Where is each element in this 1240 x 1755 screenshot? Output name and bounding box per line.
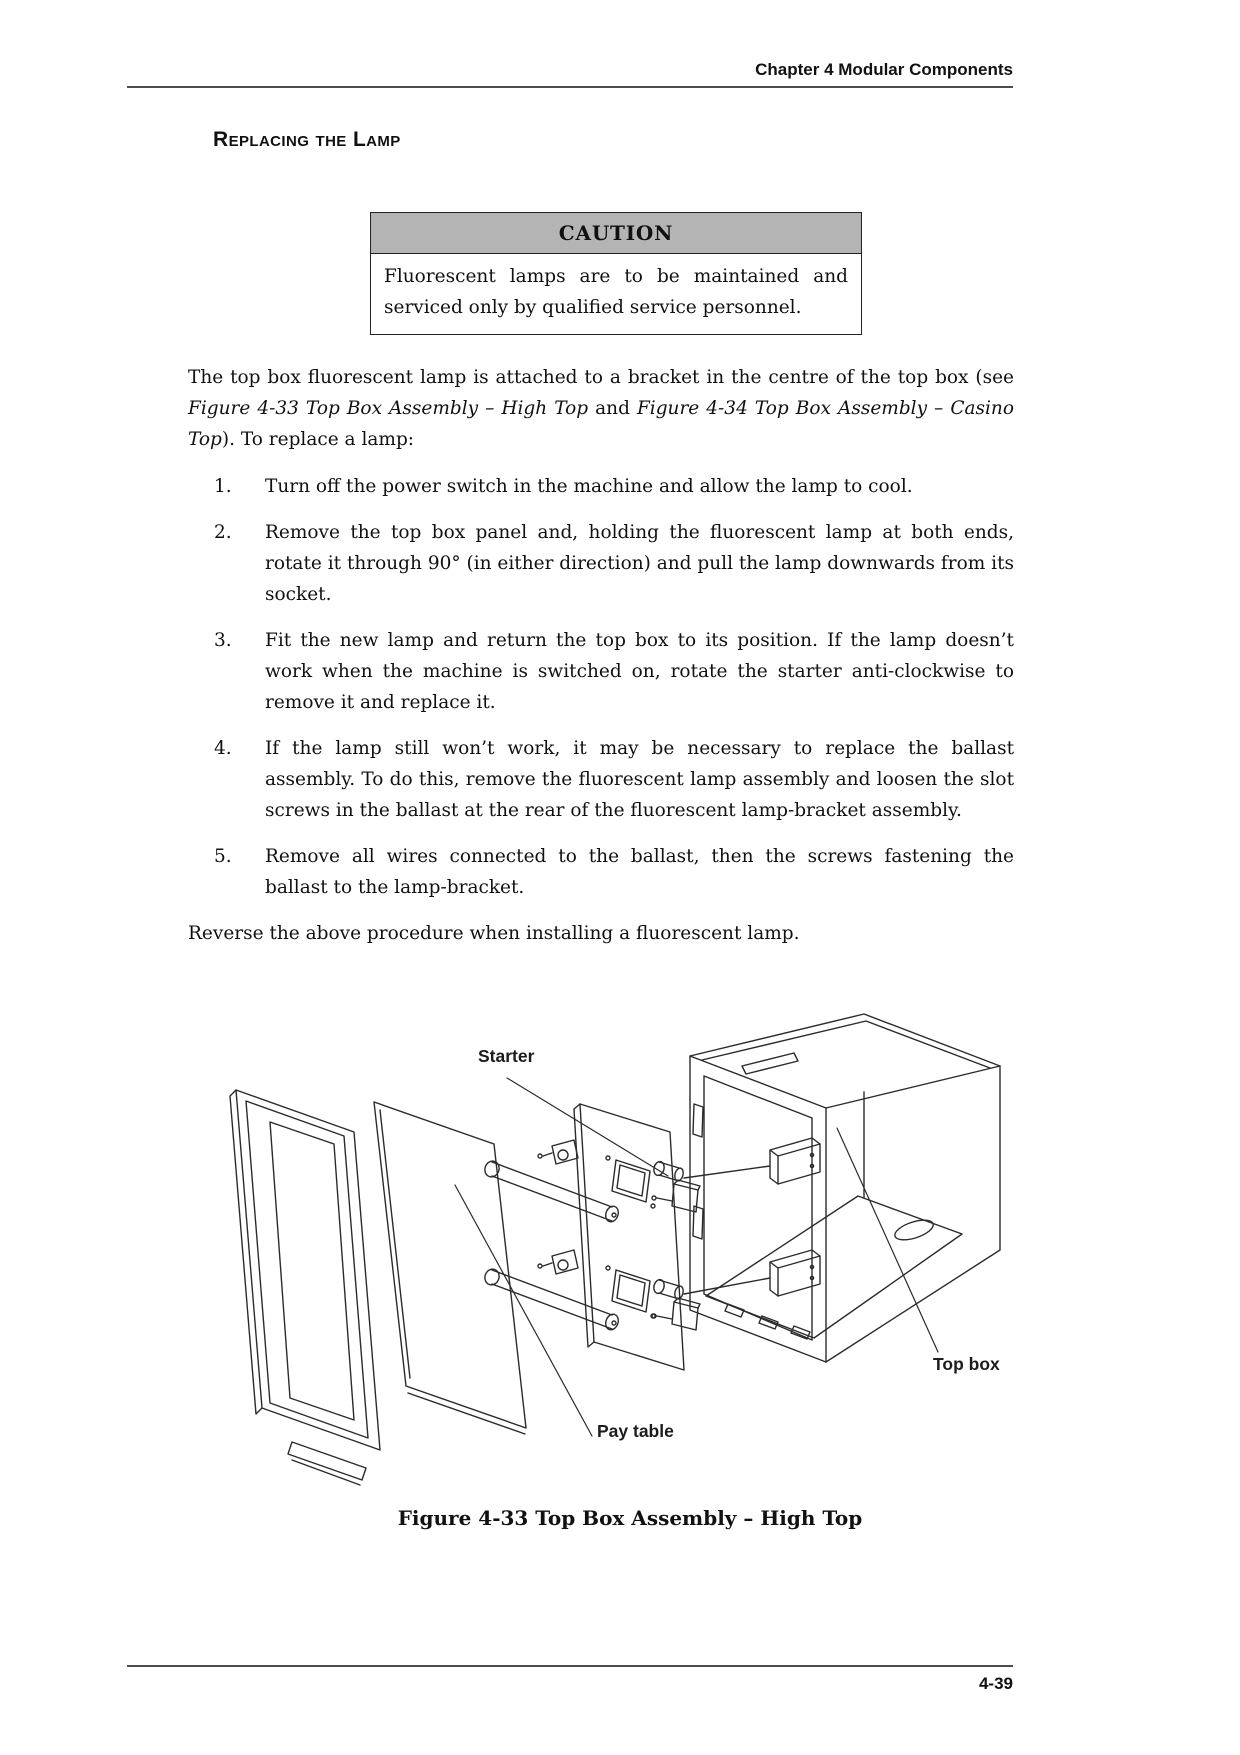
- list-item-number: 1.: [214, 476, 232, 497]
- exploded-view-drawing: [222, 1008, 1012, 1488]
- top-box-label: Top box: [933, 1354, 1000, 1374]
- list-item-number: 3.: [214, 630, 232, 651]
- closing-paragraph: Reverse the above procedure when installing a fluorescent lamp.: [188, 923, 800, 944]
- fluorescent-lamps-drawing: [483, 1159, 621, 1331]
- list-item-text: Remove the top box panel and, holding the fluorescent lamp at both ends, rotate it through 90° (in either direction) and pull the lamp downwards from its socket.: [265, 522, 1015, 605]
- list-item-text: Remove all wires connected to the ballast, then the screws fastening the ballast to the lamp-bracket.: [265, 846, 1014, 898]
- page-number: 4-39: [978, 1674, 1013, 1693]
- chapter-header: Chapter 4 Modular Components: [755, 60, 1013, 79]
- list-item-number: 4.: [214, 738, 232, 759]
- list-item: [188, 517, 1014, 610]
- pay-table-leader-line: [455, 1185, 592, 1436]
- header-rule: [127, 86, 1013, 88]
- figure-4-33: [222, 1008, 1012, 1488]
- pay-table-glass-drawing: [374, 1102, 526, 1434]
- list-item: [188, 841, 1014, 903]
- list-item-text: If the lamp still won’t work, it may be necessary to replace the ballast assembly. To do this, remove the fluorescent lamp assembly and loosen the slot screws in the ballast at the rear of the fluorescent lamp-bracket assembly.: [265, 738, 1014, 821]
- starter-leader-line: [507, 1078, 668, 1176]
- list-item: [188, 733, 1014, 826]
- caution-body: Fluorescent lamps are to be maintained and serviced only by qualified service personnel.: [384, 266, 848, 318]
- body-text: [188, 362, 1014, 949]
- list-item: [188, 471, 1014, 502]
- pay-table-label: Pay table: [597, 1421, 674, 1441]
- intro-paragraph: The top box fluorescent lamp is attached to a bracket in the centre of the top box (see Figure 4-33 Top Box Assembly – High Top and Figure 4-34 Top Box Assembly – Casino Top). To replace a lamp:: [188, 367, 1014, 450]
- numbered-list: [188, 471, 1014, 903]
- list-item-text: Turn off the power switch in the machine and allow the lamp to cool.: [265, 476, 913, 497]
- list-item-number: 5.: [214, 846, 232, 867]
- list-item-text: Fit the new lamp and return the top box to its position. If the lamp doesn’t work when the machine is switched on, rotate the starter anti-clockwise to remove it and replace it.: [265, 630, 1014, 713]
- list-item-number: 2.: [214, 522, 232, 543]
- caution-box: [370, 212, 862, 335]
- section-title: Replacing the Lamp: [213, 128, 401, 151]
- list-item: [188, 625, 1014, 718]
- starter-label: Starter: [478, 1046, 535, 1066]
- top-box-leader-line: [837, 1128, 938, 1352]
- figure-caption: Figure 4-33 Top Box Assembly – High Top: [397, 1506, 863, 1530]
- footer-rule: [127, 1665, 1013, 1667]
- bezel-frame-drawing: [230, 1090, 380, 1485]
- top-box-cabinet-drawing: [684, 1014, 1000, 1362]
- caution-title: CAUTION: [371, 213, 861, 254]
